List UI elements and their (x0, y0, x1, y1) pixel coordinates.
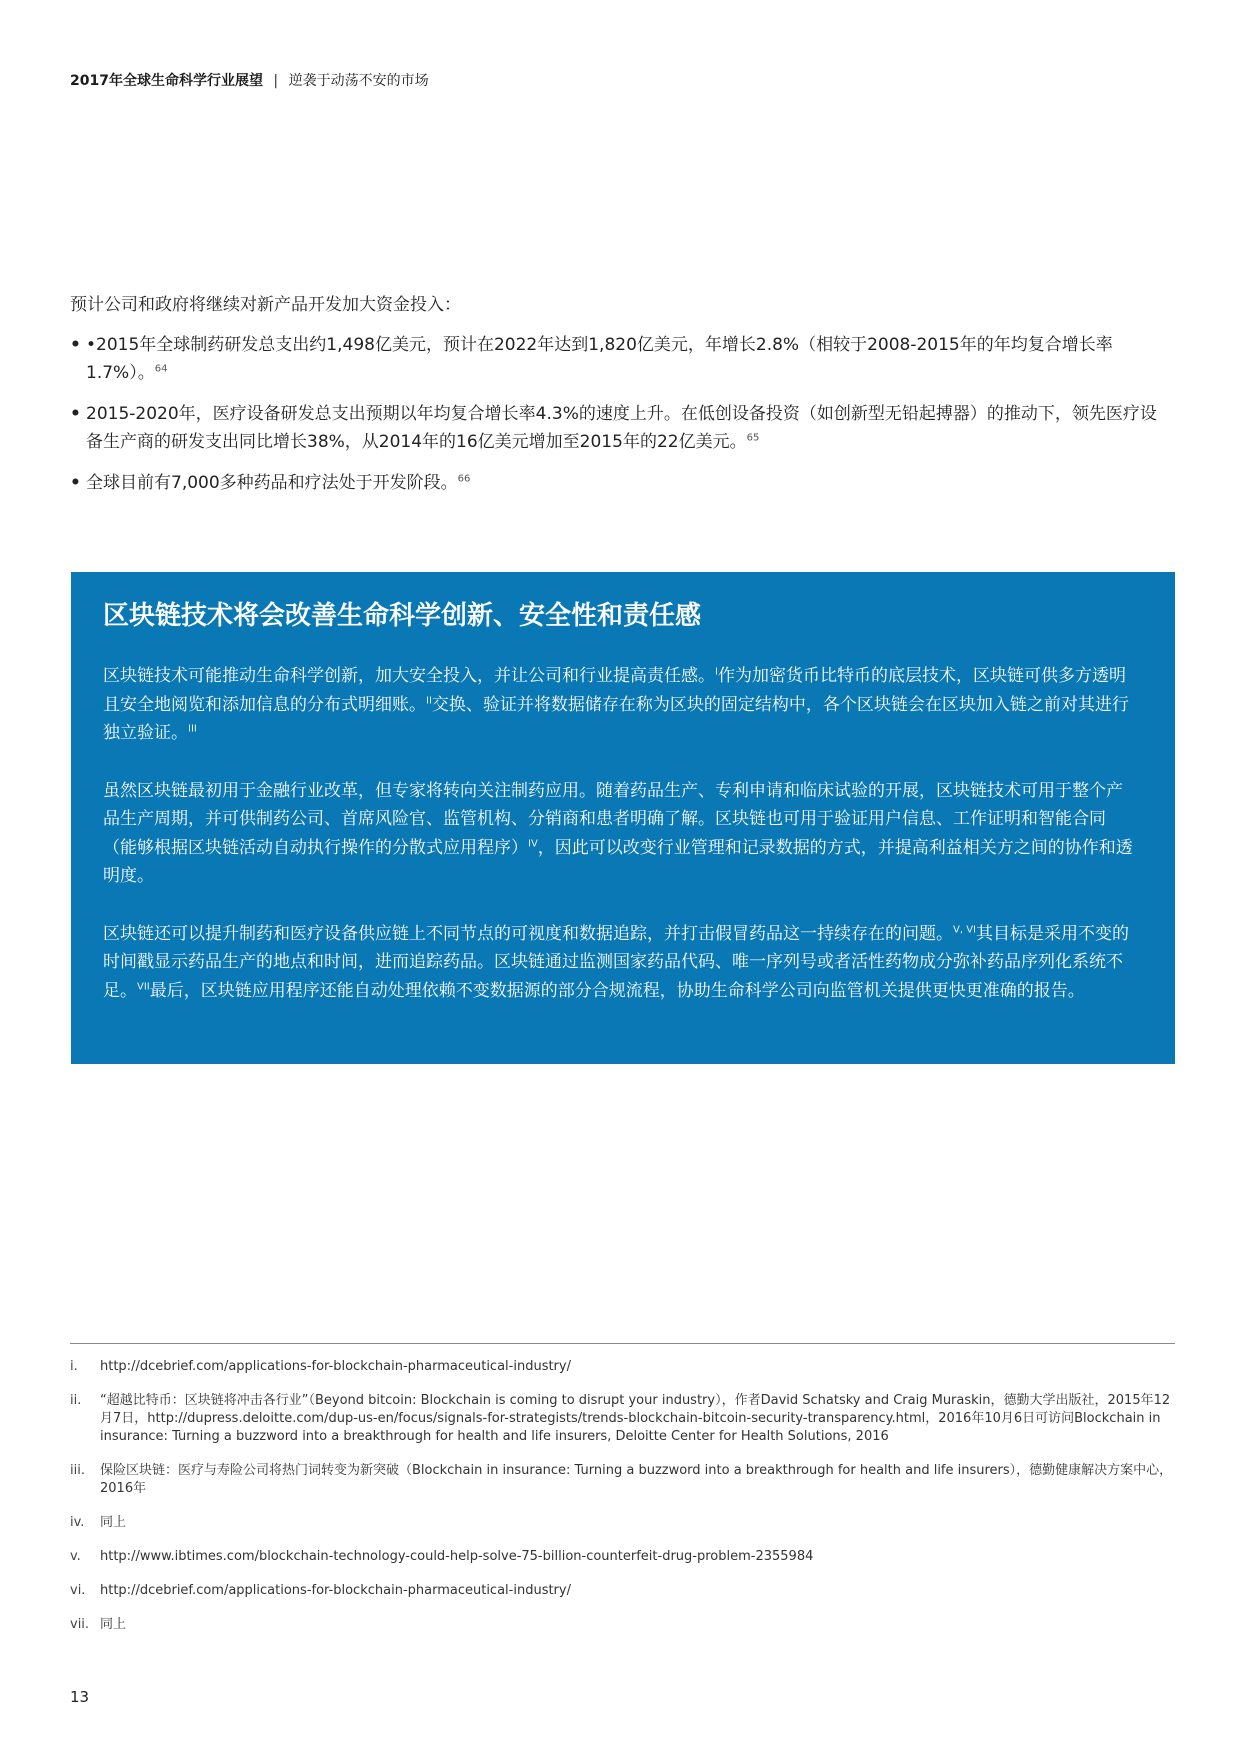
bullet-text: •2015年全球制药研发总支出约1,498亿美元，预计在2022年达到1,820亿美元，年增长2.8%（相较于2008-2015年的年均复合增长率1.7%）。 (86, 335, 1113, 383)
endnote-text: 同上 (100, 1617, 127, 1632)
bullet-text: 全球目前有7,000多种药品和疗法处于开发阶段。 (86, 473, 458, 493)
box-text: 虽然区块链最初用于金融行业改革，但专家将转向关注制药应用。随着药品生产、专利申请和临床试验的开展，区块链技术可用于整个产品生产周期，并可供制药公司、首席风险官、监管机构、分销商和患者明确了解。区块链也可用于验证用户信息、工作证明和智能合同（能够根据区块链活动自动执行操作的分散式应用程序） (103, 780, 1123, 858)
footnote-divider (70, 1343, 1175, 1344)
header-separator: | (273, 73, 279, 89)
report-title: 2017年全球生命科学行业展望 (70, 73, 263, 89)
endnote-marker: iv. (70, 1515, 85, 1530)
endnote-marker: vii. (70, 1617, 90, 1632)
intro-paragraph: 预计公司和政府将继续对新产品开发加大资金投入： (70, 295, 461, 315)
endnote-item (70, 1392, 1175, 1446)
bullet-item (70, 469, 1170, 497)
endnote-marker: vi. (70, 1583, 86, 1598)
bullet-item (70, 331, 1170, 387)
box-title: 区块链技术将会改善生命科学创新、安全性和责任感 (103, 601, 702, 631)
endnote-text: http://dcebrief.com/applications-for-blockchain-pharmaceutical-industry/ (100, 1359, 571, 1374)
endnote-item (70, 1616, 1175, 1634)
box-paragraph (103, 920, 1135, 1006)
endnote-text: http://dcebrief.com/applications-for-blockchain-pharmaceutical-industry/ (100, 1583, 571, 1598)
page-number: 13 (70, 1688, 90, 1706)
endnote-marker: iii. (70, 1463, 85, 1478)
endnote-item (70, 1548, 1175, 1566)
endnote-item (70, 1462, 1175, 1498)
endnote-ref: VII (137, 980, 150, 992)
endnote-ref: III (188, 723, 197, 735)
footnote-ref: 65 (746, 432, 760, 444)
box-text: 作为加密货币比特币的底层技术，区块链可供多方透明且安全地阅览和添加信息的分布式明细账。 (103, 666, 1126, 715)
box-text: ，因此可以改变行业管理和记录数据的方式，并提高利益相关方之间的协作和透明度。 (103, 837, 1133, 886)
box-text: 最后，区块链应用程序还能自动处理依赖不变数据源的部分合规流程，协助生命科学公司向监管机关提供更快更准确的报告。 (149, 980, 1085, 1001)
endnote-marker: i. (70, 1359, 78, 1374)
bullet-dot: • (70, 404, 81, 424)
box-paragraph (103, 662, 1135, 748)
bullet-text: 2015-2020年，医疗设备研发总支出预期以年均复合增长率4.3%的速度上升。在低创设备投资（如创新型无铅起搏器）的推动下，领先医疗设备生产商的研发支出同比增长38%，从2014年的16亿美元增加至2015年的22亿美元。 (86, 404, 1157, 452)
endnote-text: 保险区块链：医疗与寿险公司将热门词转变为新突破（Blockchain in insurance: Turning a buzzword into a breakthrough for health and life insurers），德勤健康解决方案中心，2016年 (100, 1463, 1173, 1496)
endnote-ref: IV (528, 837, 538, 849)
bullet-dot: • (70, 473, 81, 493)
endnote-marker: v. (70, 1549, 81, 1564)
box-paragraph (103, 777, 1135, 891)
endnote-item (70, 1582, 1175, 1600)
endnote-text: “超越比特币：区块链将冲击各行业”（Beyond bitcoin: Blockchain is coming to disrupt your industry），作者David Schatsky and Craig Muraskin，德勤大学出版社，2015年12月7日，http://dupress.deloitte.com/dup-us-en/focus/signals-for-strategists/trends-blockchain-bitcoin-security-transparency.html，2016年10月6日可访问Blockchain in insurance: Turning a buzzword into a breakthrough for health and life insurers, Deloitte Center for Health Solutions, 2016 (100, 1393, 1171, 1444)
footnote-ref: 64 (154, 363, 168, 375)
box-text: 其目标是采用不变的时间戳显示药品生产的地点和时间，进而追踪药品。区块链通过监测国家药品代码、唯一序列号或者活性药物成分弥补药品序列化系统不足。 (103, 923, 1129, 1001)
blockchain-sidebar-box (71, 572, 1175, 1064)
endnote-ref: II (426, 694, 432, 706)
footnote-ref: 66 (457, 473, 471, 485)
box-text: 区块链技术可能推动生命科学创新，加大安全投入，并让公司和行业提高责任感。 (103, 666, 715, 686)
endnote-marker: ii. (70, 1393, 82, 1408)
report-subtitle: 逆袭于动荡不安的市场 (288, 73, 429, 89)
endnote-ref: I (715, 666, 718, 678)
endnote-ref: V, VI (953, 923, 976, 935)
endnote-item (70, 1358, 1175, 1376)
endnote-text: 同上 (100, 1515, 127, 1530)
running-header (70, 70, 429, 90)
endnotes-list (70, 1358, 1175, 1650)
bullet-item (70, 400, 1170, 456)
bullet-dot: • (70, 335, 81, 355)
endnote-text: http://www.ibtimes.com/blockchain-technology-could-help-solve-75-billion-counterfeit-drug-problem-2355984 (100, 1549, 814, 1564)
bullet-list (70, 331, 1170, 510)
endnote-item (70, 1514, 1175, 1532)
box-text: 交换、验证并将数据储存在称为区块的固定结构中，各个区块链会在区块加入链之前对其进行独立验证。 (103, 694, 1129, 743)
box-text: 区块链还可以提升制药和医疗设备供应链上不同节点的可视度和数据追踪，并打击假冒药品这一持续存在的问题。 (103, 923, 953, 944)
